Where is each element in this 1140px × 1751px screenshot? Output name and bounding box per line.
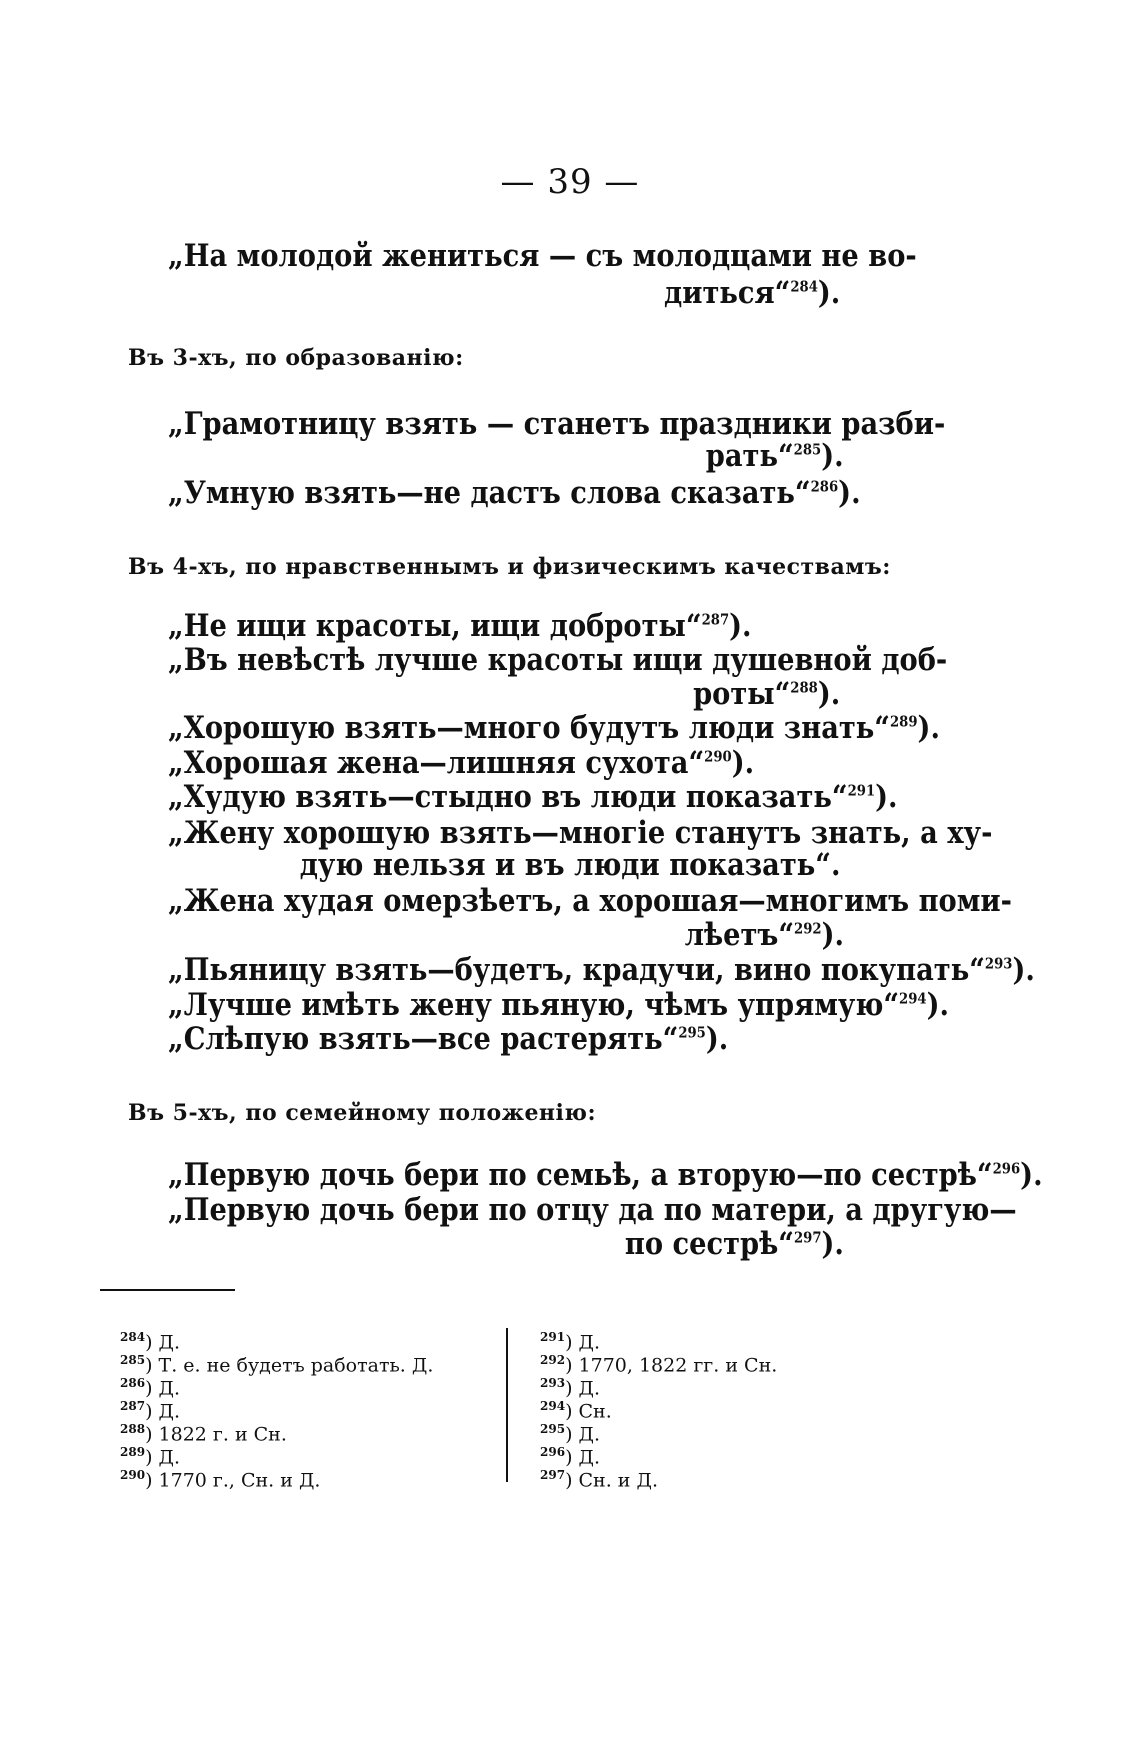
footnote-ref: 291 [847, 781, 876, 800]
footnote-ref: 285 [794, 440, 822, 459]
proverb-text: „Пьяницу взять—будетъ, крадучи, вино покупать“ [168, 952, 985, 988]
proverb-line: дую нельзя и въ люди показать“. [299, 847, 840, 883]
footnote: $^{296}$) Д. [540, 1445, 601, 1469]
proverb-line: рать“$^{285}$). [706, 438, 844, 474]
footnote-ref: 284 [790, 277, 818, 296]
footnote-ref: 290 [704, 747, 732, 766]
footnote: $^{287}$) Д. [120, 1399, 181, 1423]
proverb-text: „Лучше имѣть жену пьяную, чѣмъ упрямую“ [168, 987, 900, 1023]
footnote: $^{286}$) Д. [120, 1376, 181, 1400]
proverb-text: „Слѣпую взять—все растерять“ [168, 1021, 679, 1057]
proverb-text: „Первую дочь бери по семьѣ, а вторую—по сестрѣ“ [168, 1157, 993, 1193]
footnote-ref: 294 [899, 989, 927, 1008]
proverb-text: роты“ [692, 676, 791, 712]
proverb-line: „Хорошая жена—лишняя сухота“$^{290}$). [168, 745, 755, 781]
footnote: $^{293}$) Д. [540, 1376, 601, 1400]
footnote-ref: 288 [790, 678, 818, 697]
footnote: $^{285}$) Т. е. не будетъ работать. Д. [120, 1353, 434, 1377]
footnote: $^{292}$) 1770, 1822 гг. и Сн. [540, 1353, 778, 1377]
footnote-ref: 287 [701, 610, 730, 629]
footnote-ref: 297 [794, 1228, 822, 1247]
proverb-line: „Лучше имѣть жену пьяную, чѣмъ упрямую“$^{294}$). [168, 987, 950, 1023]
footnote: $^{290}$) 1770 г., Сн. и Д. [120, 1468, 321, 1492]
section-heading-4: Въ 4-хъ, по нравственнымъ и физическимъ качествамъ: [128, 554, 891, 580]
proverb-line: „Грамотницу взять — станетъ праздники разби- [168, 406, 946, 442]
footnote-separator [100, 1289, 235, 1291]
proverb-line: „Худую взять—стыдно въ люди показать“$^{291}$). [168, 779, 898, 815]
proverb-line: по сестрѣ“$^{297}$). [624, 1226, 844, 1262]
proverb-line: роты“$^{288}$). [692, 676, 840, 712]
proverb-line: лѣетъ“$^{292}$). [684, 917, 844, 953]
footnote: $^{295}$) Д. [540, 1422, 601, 1446]
proverb-text: „Не ищи красоты, ищи доброты“ [168, 608, 702, 644]
footnote-ref: 289 [889, 712, 918, 731]
proverb-text: рать“ [706, 438, 795, 474]
proverb-line: „Въ невѣстѣ лучше красоты ищи душевной доб- [168, 642, 948, 678]
proverb-line: „Хорошую взять—много будутъ люди знать“$^{289}$). [168, 710, 940, 746]
footnote: $^{288}$) 1822 г. и Сн. [120, 1422, 287, 1446]
proverb-line: „Первую дочь бери по отцу да по матери, а другую— [168, 1192, 1017, 1228]
page-number: — 39 — [500, 162, 640, 202]
footnote: $^{297}$) Сн. и Д. [540, 1468, 658, 1492]
proverb-line: диться“$^{284}$). [663, 275, 840, 311]
proverb-line: „На молодой жениться — съ молодцами не во- [168, 238, 917, 274]
proverb-text: „Худую взять—стыдно въ люди показать“ [168, 779, 848, 815]
section-heading-5: Въ 5-хъ, по семейному положенію: [128, 1100, 597, 1126]
footnote-ref: 296 [992, 1159, 1021, 1178]
proverb-line: „Пьяницу взять—будетъ, крадучи, вино покупать“$^{293}$). [168, 952, 1035, 988]
footnote-ref: 295 [678, 1023, 706, 1042]
proverb-text: диться“ [663, 275, 791, 311]
proverb-line: „Жена худая омерзѣетъ, а хорошая—многимъ поми- [168, 883, 1012, 919]
footnote-column-divider [506, 1328, 508, 1482]
proverb-text: „Умную взять—не дастъ слова сказать“ [168, 475, 811, 511]
proverb-text: лѣетъ“ [684, 917, 795, 953]
proverb-line: „Первую дочь бери по семьѣ, а вторую—по сестрѣ“$^{296}$). [168, 1157, 1043, 1193]
footnote-ref: 293 [984, 954, 1013, 973]
proverb-text: „Хорошую взять—много будутъ люди знать“ [168, 710, 890, 746]
proverb-line: „Не ищи красоты, ищи доброты“$^{287}$). [168, 608, 752, 644]
proverb-text: по сестрѣ“ [624, 1226, 795, 1262]
footnote-ref: 292 [794, 919, 822, 938]
section-heading-3: Въ 3-хъ, по образованію: [128, 345, 464, 371]
proverb-line: „Умную взять—не дастъ слова сказать“$^{286}$). [168, 475, 861, 511]
footnote: $^{291}$) Д. [540, 1330, 601, 1354]
footnote: $^{289}$) Д. [120, 1445, 181, 1469]
footnote-ref: 286 [810, 477, 839, 496]
proverb-line: „Слѣпую взять—все растерять“$^{295}$). [168, 1021, 729, 1057]
proverb-line: „Жену хорошую взять—многіе станутъ знать, а ху- [168, 815, 993, 851]
footnote: $^{284}$) Д. [120, 1330, 181, 1354]
footnote: $^{294}$) Сн. [540, 1399, 612, 1423]
proverb-text: „Хорошая жена—лишняя сухота“ [168, 745, 705, 781]
